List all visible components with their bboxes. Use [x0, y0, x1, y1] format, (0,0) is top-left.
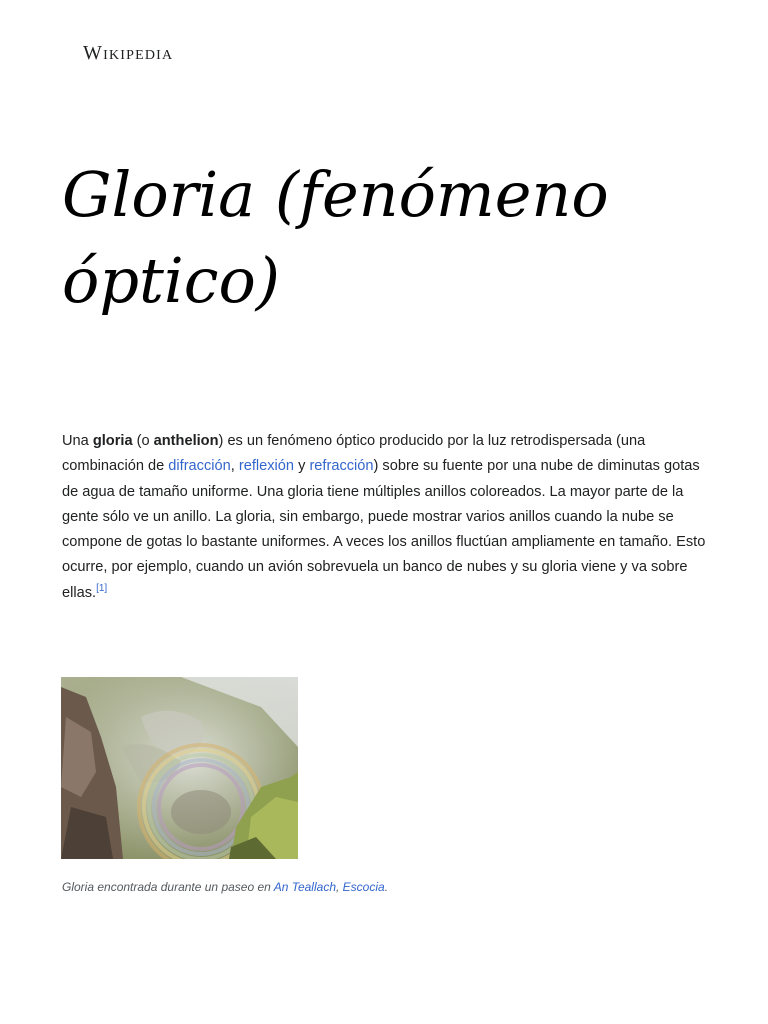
figure-caption [62, 880, 388, 894]
reference-sup [96, 583, 107, 594]
text-segment: , [230, 458, 239, 475]
reference-link-1[interactable]: [1] [96, 582, 108, 594]
page-title: Gloria (fenómeno óptico) [62, 158, 609, 317]
text-segment: Una [62, 433, 93, 449]
gloria-photo[interactable] [61, 677, 298, 859]
link-difraccion[interactable]: difracción [168, 458, 231, 475]
caption-text: , [336, 880, 343, 894]
link-reflexion[interactable]: reflexión [238, 458, 295, 475]
caption-text: . [384, 880, 389, 894]
wikipedia-logo[interactable]: Wikipedia [83, 42, 174, 64]
caption-text: Gloria encontrada durante un paseo en [62, 880, 274, 894]
gloria-photo-drawing [61, 677, 298, 859]
link-refraccion[interactable]: refracción [309, 458, 374, 475]
lead-paragraph [62, 429, 710, 606]
text-segment: y [294, 458, 310, 475]
link-an-teallach[interactable]: An Teallach [273, 880, 336, 894]
text-segment: (o [132, 433, 154, 449]
term-anthelion: anthelion [153, 433, 219, 449]
link-escocia[interactable]: Escocia [342, 880, 385, 894]
text-segment: ) es un fenómeno óptico producido por la luz retrodispersada (una combinación de [62, 433, 646, 475]
term-gloria: gloria [92, 433, 133, 449]
text-segment: ) sobre su fuente por una nube de diminutas gotas de agua de tamaño uniforme. Una gloria tiene múltiples anillos coloreados. La mayor parte de la gente sólo ve un anillo. La gloria, sin embargo, puede mostrar varios anillos cuando la nube se compone de gotas lo bastante uniformes. A veces los anillos fluctúan ampliamente en tamaño. Esto ocurre, por ejemplo, cuando un avión sobrevuela un banco de nubes y su gloria viene y va sobre ellas. [62, 458, 706, 601]
